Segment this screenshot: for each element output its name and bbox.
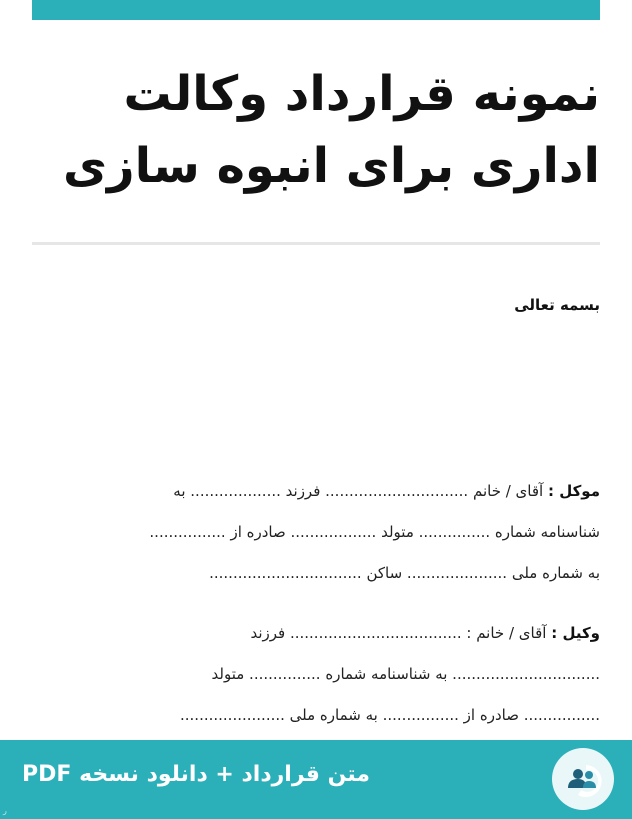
- client-paragraph: [32, 471, 600, 594]
- title-line-1: نمونه قرارداد وکالت: [123, 66, 600, 122]
- users-chat-icon: [552, 748, 614, 810]
- download-banner[interactable]: [0, 740, 632, 819]
- title-divider: [32, 242, 600, 245]
- attorney-line-2: ............................... به شناسنامه شماره ............... متولد: [211, 665, 600, 683]
- attorney-line-3: ................ صادره از ................ به شماره ملی ......................: [180, 706, 600, 724]
- page-title: [40, 58, 600, 202]
- bismillah-heading: بسمه تعالی: [514, 296, 600, 314]
- top-accent-bar: [32, 0, 600, 20]
- attorney-label: وکیل :: [551, 624, 600, 642]
- attorney-paragraph: [32, 613, 600, 736]
- download-banner-text[interactable]: متن قرارداد + دانلود نسخه PDF: [22, 762, 370, 787]
- attorney-line-1-text: آقای / خانم : .................................... فرزند: [250, 624, 552, 642]
- client-label: موکل :: [547, 482, 600, 500]
- title-line-2: اداری برای انبوه سازی: [63, 138, 600, 194]
- client-line-3: به شماره ملی ..................... ساکن ................................: [209, 564, 600, 582]
- attorney-line-1: [32, 613, 600, 654]
- client-line-1-text: آقای / خانم .............................. فرزند ................... به: [173, 482, 548, 500]
- corner-mark: ر: [3, 806, 7, 815]
- client-line-2: شناسنامه شماره ............... متولد .................. صادره از ................: [149, 523, 600, 541]
- client-line-1: [32, 471, 600, 512]
